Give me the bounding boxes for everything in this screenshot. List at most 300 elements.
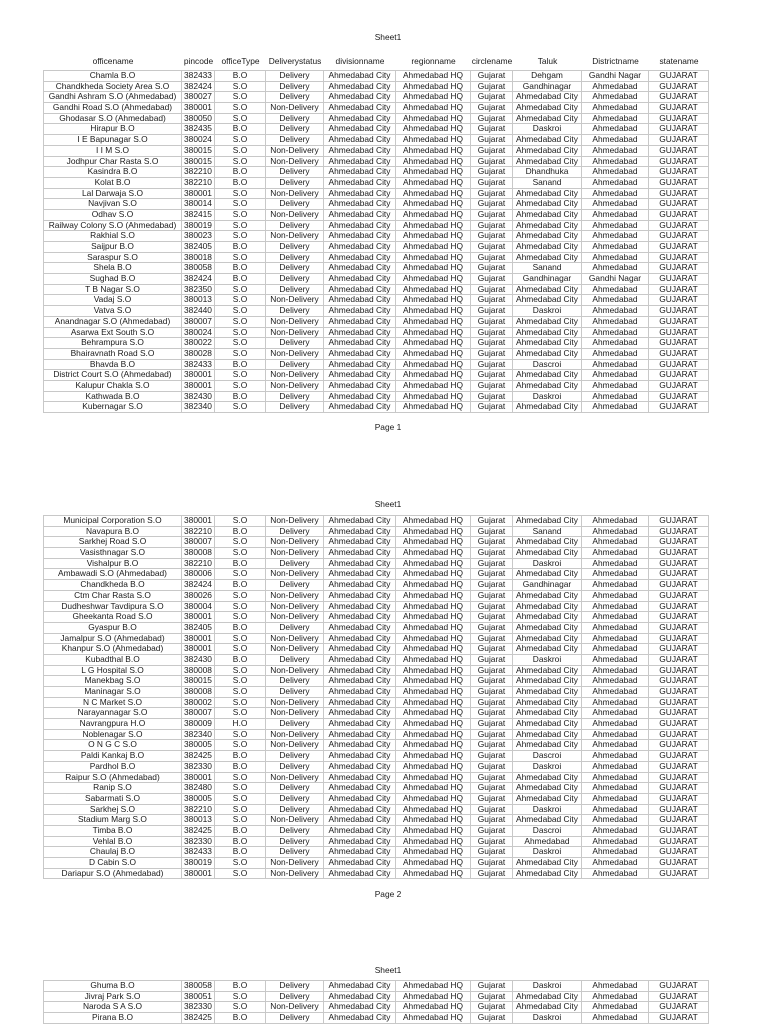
circle-name-cell: Gujarat: [471, 644, 513, 655]
district-name-cell: Ahmedabad: [582, 370, 649, 381]
division-name-cell: Ahmedabad City: [324, 381, 396, 392]
state-name-cell: GUJARAT: [649, 392, 709, 403]
table-row: [44, 698, 709, 709]
pincode-cell: 380001: [182, 189, 215, 200]
taluk-cell: Ahmedabad City: [513, 730, 582, 741]
region-name-cell: Ahmedabad HQ: [396, 569, 471, 580]
office-type-cell: S.O: [215, 602, 266, 613]
delivery-status-cell: Non-Delivery: [266, 740, 324, 751]
table-row: [44, 730, 709, 741]
circle-name-cell: Gujarat: [471, 221, 513, 232]
delivery-status-cell: Delivery: [266, 655, 324, 666]
district-name-cell: Ahmedabad: [582, 124, 649, 135]
table-row: [44, 569, 709, 580]
district-name-cell: Ahmedabad: [582, 794, 649, 805]
officename-cell: Naroda S A S.O: [44, 1002, 182, 1013]
office-type-cell: S.O: [215, 135, 266, 146]
state-name-cell: GUJARAT: [649, 285, 709, 296]
table-row: [44, 92, 709, 103]
delivery-status-cell: Delivery: [266, 167, 324, 178]
district-name-cell: Gandhi Nagar: [582, 71, 649, 82]
officename-cell: Shela B.O: [44, 263, 182, 274]
delivery-status-cell: Delivery: [266, 199, 324, 210]
district-name-cell: Ahmedabad: [582, 1002, 649, 1013]
state-name-cell: GUJARAT: [649, 146, 709, 157]
pincode-cell: 382425: [182, 1013, 215, 1024]
delivery-status-cell: Delivery: [266, 805, 324, 816]
region-name-cell: Ahmedabad HQ: [396, 730, 471, 741]
officename-cell: Maninagar S.O: [44, 687, 182, 698]
circle-name-cell: Gujarat: [471, 762, 513, 773]
table-row: [44, 837, 709, 848]
sheet-title: Sheet1: [374, 32, 402, 42]
column-header-district-name: Districtname: [592, 56, 639, 66]
district-name-cell: Ahmedabad: [582, 783, 649, 794]
sheet-title: Sheet1: [374, 499, 402, 509]
district-name-cell: Ahmedabad: [582, 317, 649, 328]
officename-cell: Ghuma B.O: [44, 981, 182, 992]
delivery-status-cell: Non-Delivery: [266, 730, 324, 741]
pincode-cell: 382425: [182, 826, 215, 837]
circle-name-cell: Gujarat: [471, 634, 513, 645]
pincode-cell: 380007: [182, 708, 215, 719]
pincode-cell: 380001: [182, 773, 215, 784]
state-name-cell: GUJARAT: [649, 349, 709, 360]
delivery-status-cell: Delivery: [266, 580, 324, 591]
office-type-cell: B.O: [215, 178, 266, 189]
delivery-status-cell: Non-Delivery: [266, 231, 324, 242]
column-header-state-name: statename: [659, 56, 699, 66]
office-type-cell: S.O: [215, 730, 266, 741]
division-name-cell: Ahmedabad City: [324, 242, 396, 253]
table-row: [44, 199, 709, 210]
state-name-cell: GUJARAT: [649, 381, 709, 392]
officename-cell: Kasindra B.O: [44, 167, 182, 178]
district-name-cell: Ahmedabad: [582, 114, 649, 125]
pincode-cell: 380028: [182, 349, 215, 360]
data-table: [43, 70, 709, 413]
region-name-cell: Ahmedabad HQ: [396, 71, 471, 82]
officename-cell: Behrampura S.O: [44, 338, 182, 349]
delivery-status-cell: Delivery: [266, 242, 324, 253]
delivery-status-cell: Delivery: [266, 221, 324, 232]
circle-name-cell: Gujarat: [471, 527, 513, 538]
division-name-cell: Ahmedabad City: [324, 1013, 396, 1024]
office-type-cell: S.O: [215, 285, 266, 296]
taluk-cell: Dascroi: [513, 751, 582, 762]
officename-cell: Dariapur S.O (Ahmedabad): [44, 869, 182, 880]
circle-name-cell: Gujarat: [471, 591, 513, 602]
circle-name-cell: Gujarat: [471, 71, 513, 82]
office-type-cell: S.O: [215, 644, 266, 655]
district-name-cell: Ahmedabad: [582, 569, 649, 580]
taluk-cell: Ahmedabad City: [513, 381, 582, 392]
region-name-cell: Ahmedabad HQ: [396, 135, 471, 146]
table-row: [44, 381, 709, 392]
delivery-status-cell: Delivery: [266, 392, 324, 403]
district-name-cell: Ahmedabad: [582, 231, 649, 242]
region-name-cell: Ahmedabad HQ: [396, 285, 471, 296]
officename-cell: Anandnagar S.O (Ahmedabad): [44, 317, 182, 328]
district-name-cell: Ahmedabad: [582, 751, 649, 762]
taluk-cell: Ahmedabad: [513, 837, 582, 848]
office-type-cell: S.O: [215, 815, 266, 826]
district-name-cell: Gandhi Nagar: [582, 274, 649, 285]
division-name-cell: Ahmedabad City: [324, 295, 396, 306]
circle-name-cell: Gujarat: [471, 242, 513, 253]
delivery-status-cell: Delivery: [266, 253, 324, 264]
pincode-cell: 382424: [182, 82, 215, 93]
office-type-cell: S.O: [215, 103, 266, 114]
district-name-cell: Ahmedabad: [582, 210, 649, 221]
division-name-cell: Ahmedabad City: [324, 157, 396, 168]
division-name-cell: Ahmedabad City: [324, 285, 396, 296]
office-type-cell: S.O: [215, 740, 266, 751]
state-name-cell: GUJARAT: [649, 82, 709, 93]
district-name-cell: Ahmedabad: [582, 762, 649, 773]
state-name-cell: GUJARAT: [649, 210, 709, 221]
circle-name-cell: Gujarat: [471, 815, 513, 826]
state-name-cell: GUJARAT: [649, 71, 709, 82]
officename-cell: L G Hospital S.O: [44, 666, 182, 677]
region-name-cell: Ahmedabad HQ: [396, 783, 471, 794]
division-name-cell: Ahmedabad City: [324, 783, 396, 794]
column-header-division-name: divisionname: [335, 56, 385, 66]
circle-name-cell: Gujarat: [471, 740, 513, 751]
division-name-cell: Ahmedabad City: [324, 306, 396, 317]
division-name-cell: Ahmedabad City: [324, 708, 396, 719]
circle-name-cell: Gujarat: [471, 773, 513, 784]
table-row: [44, 981, 709, 992]
office-type-cell: S.O: [215, 1002, 266, 1013]
division-name-cell: Ahmedabad City: [324, 1002, 396, 1013]
table-row: [44, 655, 709, 666]
pincode-cell: 380051: [182, 992, 215, 1003]
officename-cell: Railway Colony S.O (Ahmedabad): [44, 221, 182, 232]
officename-cell: I I M S.O: [44, 146, 182, 157]
taluk-cell: Daskroi: [513, 655, 582, 666]
office-type-cell: S.O: [215, 82, 266, 93]
division-name-cell: Ahmedabad City: [324, 569, 396, 580]
state-name-cell: GUJARAT: [649, 992, 709, 1003]
circle-name-cell: Gujarat: [471, 1013, 513, 1024]
office-type-cell: S.O: [215, 114, 266, 125]
region-name-cell: Ahmedabad HQ: [396, 837, 471, 848]
office-type-cell: S.O: [215, 698, 266, 709]
table-row: [44, 612, 709, 623]
data-table: [43, 515, 709, 879]
table-row: [44, 634, 709, 645]
circle-name-cell: Gujarat: [471, 847, 513, 858]
office-type-cell: S.O: [215, 591, 266, 602]
taluk-cell: Ahmedabad City: [513, 114, 582, 125]
office-type-cell: S.O: [215, 231, 266, 242]
column-header-officename: officename: [92, 56, 134, 66]
district-name-cell: Ahmedabad: [582, 285, 649, 296]
district-name-cell: Ahmedabad: [582, 847, 649, 858]
page-1: [0, 0, 768, 466]
officename-cell: Jivraj Park S.O: [44, 992, 182, 1003]
pincode-cell: 382433: [182, 71, 215, 82]
pincode-cell: 380019: [182, 858, 215, 869]
district-name-cell: Ahmedabad: [582, 666, 649, 677]
taluk-cell: Daskroi: [513, 762, 582, 773]
district-name-cell: Ahmedabad: [582, 1013, 649, 1024]
table-row: [44, 274, 709, 285]
region-name-cell: Ahmedabad HQ: [396, 328, 471, 339]
state-name-cell: GUJARAT: [649, 981, 709, 992]
division-name-cell: Ahmedabad City: [324, 826, 396, 837]
delivery-status-cell: Delivery: [266, 981, 324, 992]
delivery-status-cell: Non-Delivery: [266, 370, 324, 381]
pincode-cell: 382210: [182, 178, 215, 189]
circle-name-cell: Gujarat: [471, 569, 513, 580]
state-name-cell: GUJARAT: [649, 402, 709, 413]
pincode-cell: 380058: [182, 263, 215, 274]
officename-cell: D Cabin S.O: [44, 858, 182, 869]
district-name-cell: Ahmedabad: [582, 644, 649, 655]
pincode-cell: 382210: [182, 559, 215, 570]
taluk-cell: Dehgam: [513, 71, 582, 82]
officename-cell: Lal Darwaja S.O: [44, 189, 182, 200]
region-name-cell: Ahmedabad HQ: [396, 548, 471, 559]
circle-name-cell: Gujarat: [471, 210, 513, 221]
delivery-status-cell: Non-Delivery: [266, 548, 324, 559]
state-name-cell: GUJARAT: [649, 328, 709, 339]
state-name-cell: GUJARAT: [649, 295, 709, 306]
office-type-cell: S.O: [215, 869, 266, 880]
officename-cell: I E Bapunagar S.O: [44, 135, 182, 146]
delivery-status-cell: Delivery: [266, 1013, 324, 1024]
pincode-cell: 380001: [182, 644, 215, 655]
circle-name-cell: Gujarat: [471, 274, 513, 285]
region-name-cell: Ahmedabad HQ: [396, 210, 471, 221]
officename-cell: Ranip S.O: [44, 783, 182, 794]
table-row: [44, 992, 709, 1003]
state-name-cell: GUJARAT: [649, 815, 709, 826]
taluk-cell: Ahmedabad City: [513, 317, 582, 328]
state-name-cell: GUJARAT: [649, 306, 709, 317]
table-row: [44, 167, 709, 178]
region-name-cell: Ahmedabad HQ: [396, 847, 471, 858]
district-name-cell: Ahmedabad: [582, 869, 649, 880]
table-row: [44, 328, 709, 339]
circle-name-cell: Gujarat: [471, 837, 513, 848]
district-name-cell: Ahmedabad: [582, 338, 649, 349]
region-name-cell: Ahmedabad HQ: [396, 666, 471, 677]
pincode-cell: 380015: [182, 676, 215, 687]
circle-name-cell: Gujarat: [471, 146, 513, 157]
state-name-cell: GUJARAT: [649, 591, 709, 602]
officename-cell: Saijpur B.O: [44, 242, 182, 253]
table-row: [44, 773, 709, 784]
pincode-cell: 382440: [182, 306, 215, 317]
region-name-cell: Ahmedabad HQ: [396, 708, 471, 719]
circle-name-cell: Gujarat: [471, 676, 513, 687]
pincode-cell: 382480: [182, 783, 215, 794]
state-name-cell: GUJARAT: [649, 805, 709, 816]
officename-cell: Gheekanta Road S.O: [44, 612, 182, 623]
office-type-cell: S.O: [215, 221, 266, 232]
page-number: Page 2: [374, 889, 402, 899]
delivery-status-cell: Delivery: [266, 92, 324, 103]
pincode-cell: 380001: [182, 634, 215, 645]
state-name-cell: GUJARAT: [649, 157, 709, 168]
column-header-row: [44, 56, 709, 66]
state-name-cell: GUJARAT: [649, 263, 709, 274]
delivery-status-cell: Non-Delivery: [266, 381, 324, 392]
taluk-cell: Ahmedabad City: [513, 634, 582, 645]
delivery-status-cell: Non-Delivery: [266, 869, 324, 880]
state-name-cell: GUJARAT: [649, 199, 709, 210]
division-name-cell: Ahmedabad City: [324, 392, 396, 403]
office-type-cell: S.O: [215, 794, 266, 805]
taluk-cell: Ahmedabad City: [513, 548, 582, 559]
state-name-cell: GUJARAT: [649, 655, 709, 666]
pincode-cell: 382435: [182, 124, 215, 135]
table-row: [44, 253, 709, 264]
district-name-cell: Ahmedabad: [582, 634, 649, 645]
table-row: [44, 527, 709, 538]
circle-name-cell: Gujarat: [471, 317, 513, 328]
district-name-cell: Ahmedabad: [582, 805, 649, 816]
district-name-cell: Ahmedabad: [582, 253, 649, 264]
division-name-cell: Ahmedabad City: [324, 869, 396, 880]
circle-name-cell: Gujarat: [471, 157, 513, 168]
table-row: [44, 263, 709, 274]
division-name-cell: Ahmedabad City: [324, 103, 396, 114]
region-name-cell: Ahmedabad HQ: [396, 392, 471, 403]
table-row: [44, 157, 709, 168]
state-name-cell: GUJARAT: [649, 869, 709, 880]
officename-cell: Ambawadi S.O (Ahmedabad): [44, 569, 182, 580]
pincode-cell: 380027: [182, 92, 215, 103]
table-row: [44, 751, 709, 762]
officename-cell: Chamla B.O: [44, 71, 182, 82]
pincode-cell: 380015: [182, 146, 215, 157]
table-row: [44, 285, 709, 296]
state-name-cell: GUJARAT: [649, 135, 709, 146]
delivery-status-cell: Delivery: [266, 837, 324, 848]
delivery-status-cell: Non-Delivery: [266, 644, 324, 655]
state-name-cell: GUJARAT: [649, 360, 709, 371]
circle-name-cell: Gujarat: [471, 537, 513, 548]
division-name-cell: Ahmedabad City: [324, 580, 396, 591]
division-name-cell: Ahmedabad City: [324, 730, 396, 741]
circle-name-cell: Gujarat: [471, 708, 513, 719]
taluk-cell: Dhandhuka: [513, 167, 582, 178]
pincode-cell: 382433: [182, 360, 215, 371]
delivery-status-cell: Delivery: [266, 82, 324, 93]
officename-cell: District Court S.O (Ahmedabad): [44, 370, 182, 381]
officename-cell: Kathwada B.O: [44, 392, 182, 403]
division-name-cell: Ahmedabad City: [324, 537, 396, 548]
pincode-cell: 380024: [182, 135, 215, 146]
district-name-cell: Ahmedabad: [582, 178, 649, 189]
circle-name-cell: Gujarat: [471, 559, 513, 570]
pincode-cell: 380001: [182, 370, 215, 381]
table-row: [44, 360, 709, 371]
office-type-cell: B.O: [215, 837, 266, 848]
taluk-cell: Ahmedabad City: [513, 338, 582, 349]
office-type-cell: B.O: [215, 751, 266, 762]
table-row: [44, 783, 709, 794]
pincode-cell: 380013: [182, 815, 215, 826]
district-name-cell: Ahmedabad: [582, 580, 649, 591]
district-name-cell: Ahmedabad: [582, 698, 649, 709]
table-row: [44, 815, 709, 826]
district-name-cell: Ahmedabad: [582, 295, 649, 306]
circle-name-cell: Gujarat: [471, 82, 513, 93]
delivery-status-cell: Non-Delivery: [266, 210, 324, 221]
officename-cell: Narayannagar S.O: [44, 708, 182, 719]
table-row: [44, 740, 709, 751]
pincode-cell: 382210: [182, 167, 215, 178]
officename-cell: Dudheshwar Tavdipura S.O: [44, 602, 182, 613]
pincode-cell: 380002: [182, 698, 215, 709]
delivery-status-cell: Delivery: [266, 114, 324, 125]
division-name-cell: Ahmedabad City: [324, 687, 396, 698]
delivery-status-cell: Non-Delivery: [266, 569, 324, 580]
district-name-cell: Ahmedabad: [582, 655, 649, 666]
district-name-cell: Ahmedabad: [582, 221, 649, 232]
region-name-cell: Ahmedabad HQ: [396, 263, 471, 274]
circle-name-cell: Gujarat: [471, 338, 513, 349]
state-name-cell: GUJARAT: [649, 274, 709, 285]
office-type-cell: B.O: [215, 360, 266, 371]
region-name-cell: Ahmedabad HQ: [396, 360, 471, 371]
taluk-cell: Ahmedabad City: [513, 644, 582, 655]
division-name-cell: Ahmedabad City: [324, 114, 396, 125]
pincode-cell: 382210: [182, 805, 215, 816]
district-name-cell: Ahmedabad: [582, 837, 649, 848]
division-name-cell: Ahmedabad City: [324, 992, 396, 1003]
taluk-cell: Daskroi: [513, 559, 582, 570]
taluk-cell: Daskroi: [513, 306, 582, 317]
taluk-cell: Gandhinagar: [513, 274, 582, 285]
officename-cell: Chandkheda B.O: [44, 580, 182, 591]
region-name-cell: Ahmedabad HQ: [396, 402, 471, 413]
officename-cell: Vatva S.O: [44, 306, 182, 317]
region-name-cell: Ahmedabad HQ: [396, 221, 471, 232]
officename-cell: Rakhial S.O: [44, 231, 182, 242]
region-name-cell: Ahmedabad HQ: [396, 719, 471, 730]
division-name-cell: Ahmedabad City: [324, 253, 396, 264]
region-name-cell: Ahmedabad HQ: [396, 178, 471, 189]
page-3: [0, 933, 768, 1024]
pincode-cell: 382405: [182, 242, 215, 253]
delivery-status-cell: Non-Delivery: [266, 295, 324, 306]
district-name-cell: Ahmedabad: [582, 263, 649, 274]
office-type-cell: S.O: [215, 210, 266, 221]
office-type-cell: S.O: [215, 402, 266, 413]
circle-name-cell: Gujarat: [471, 826, 513, 837]
office-type-cell: S.O: [215, 537, 266, 548]
circle-name-cell: Gujarat: [471, 548, 513, 559]
district-name-cell: Ahmedabad: [582, 82, 649, 93]
district-name-cell: Ahmedabad: [582, 730, 649, 741]
officename-cell: Kubadthal B.O: [44, 655, 182, 666]
division-name-cell: Ahmedabad City: [324, 402, 396, 413]
office-type-cell: S.O: [215, 189, 266, 200]
office-type-cell: S.O: [215, 199, 266, 210]
region-name-cell: Ahmedabad HQ: [396, 527, 471, 538]
division-name-cell: Ahmedabad City: [324, 516, 396, 527]
state-name-cell: GUJARAT: [649, 559, 709, 570]
region-name-cell: Ahmedabad HQ: [396, 981, 471, 992]
division-name-cell: Ahmedabad City: [324, 274, 396, 285]
delivery-status-cell: Delivery: [266, 274, 324, 285]
